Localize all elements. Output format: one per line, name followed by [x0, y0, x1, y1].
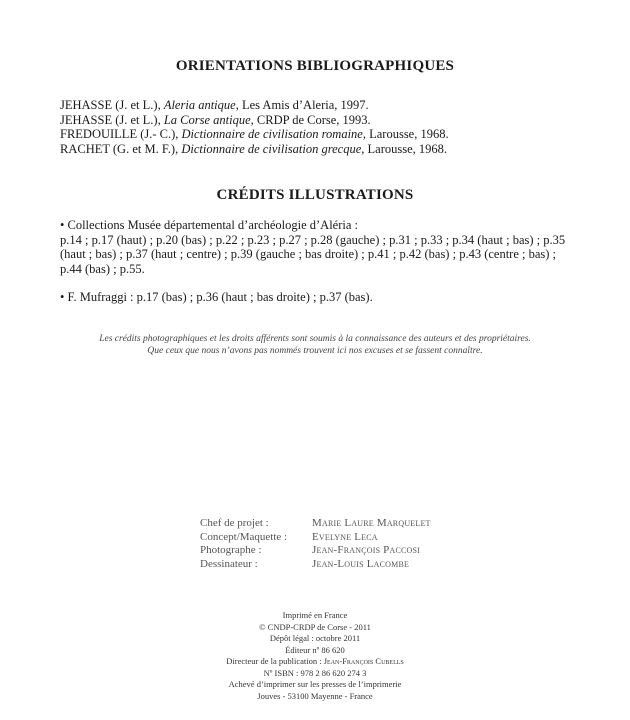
entry-publisher: Larousse, 1968. [364, 141, 448, 156]
bibliography-list [60, 98, 449, 156]
entry-title: Dictionnaire de civilisation grecque, [181, 141, 365, 156]
entry-publisher: , Larousse, 1968. [362, 127, 449, 141]
colophon [0, 610, 630, 702]
entry-title: Aleria antique [163, 98, 236, 112]
credits-mufraggi: • F. Mufraggi : p.17 (bas) ; p.36 (haut ; bas droite) ; p.37 (bas). [60, 290, 373, 304]
staff-person: Marie Laure Marquelet [312, 517, 431, 529]
entry-author: JEHASSE (J. et L.), [60, 112, 164, 127]
directeur-label: Directeur de la publication : [226, 656, 324, 666]
colophon-depot: Dépôt légal : octobre 2011 [269, 633, 361, 643]
entry-title: La Corse antique [163, 112, 251, 127]
colophon-acheve: Achevé d’imprimer sur les presses de l’imprimerie [228, 679, 402, 689]
staff-person: Evelyne Leca [312, 530, 378, 543]
staff-row [200, 558, 431, 572]
directeur-name: Jean-François Cubells [323, 656, 404, 666]
credits-heading: CRÉDITS ILLUSTRATIONS [216, 187, 414, 203]
colophon-copyright: © CNDP-CRDP de Corse - 2011 [259, 621, 371, 632]
entry-author: RACHET (G. et M. F.), [60, 141, 182, 156]
staff-row [200, 531, 431, 545]
staff-role: Chef de projet : [200, 517, 269, 529]
credits-musee-pages: p.14 ; p.17 (haut) ; p.20 (bas) ; p.22 ; p.23 ; p.27 ; p.28 (gauche) ; p.31 ; p.33 ; p.34 (haut ; bas) ; p.35 (haut ; bas) ; p.37 (haut ; centre) ; p.39 (gauche ; bas droite) ; p.41 ; p.42 (bas) ; p.43 (centre ; bas) ; p.44 (bas) ; p.55. [60, 232, 566, 276]
bibliography-heading: ORIENTATIONS BIBLIOGRAPHIQUES [175, 58, 455, 74]
bibliography-entry [60, 98, 449, 113]
staff-row [200, 544, 431, 558]
colophon-imprimerie: Jouves - 53100 Mayenne - France [257, 690, 373, 701]
colophon-printed: Imprimé en France [282, 610, 348, 620]
disclaimer-line: Que ceux que nous n’avons pas nommés trouvent ici nos excuses et se fassent connaître. [147, 346, 483, 356]
credits-disclaimer [0, 333, 630, 357]
colophon-directeur [0, 656, 630, 668]
colophon-isbn: Nº ISBN : 978 2 86 620 274 3 [263, 667, 367, 678]
staff-row [200, 517, 431, 531]
staff-list [200, 517, 431, 571]
entry-publisher: , Les Amis d’Aleria, 1997. [235, 98, 369, 112]
credits-list [60, 218, 580, 305]
staff-role: Photographe : [200, 544, 262, 556]
disclaimer-line: Les crédits photographiques et les droits afférents sont soumis à la connaissance des auteurs et des propriétaires. [99, 334, 531, 344]
bibliography-entry [60, 113, 449, 128]
entry-publisher: , CRDP de Corse, 1993. [250, 112, 371, 127]
staff-role: Concept/Maquette : [200, 530, 288, 543]
bibliography-entry [60, 127, 449, 142]
colophon-editeur: Éditeur nº 86 620 [285, 644, 345, 655]
entry-author: JEHASSE (J. et L.), [60, 98, 164, 112]
staff-role: Dessinateur : [200, 557, 258, 570]
entry-title: Dictionnaire de civilisation romaine [181, 127, 363, 141]
bibliography-entry [60, 142, 449, 157]
credits-musee-title: • Collections Musée départemental d’archéologie d’Aléria : [60, 218, 359, 232]
staff-person: Jean-François Paccosi [312, 544, 421, 556]
staff-person: Jean-Louis Lacombe [312, 557, 410, 570]
entry-author: FREDOUILLE (J.- C.), [60, 127, 182, 141]
